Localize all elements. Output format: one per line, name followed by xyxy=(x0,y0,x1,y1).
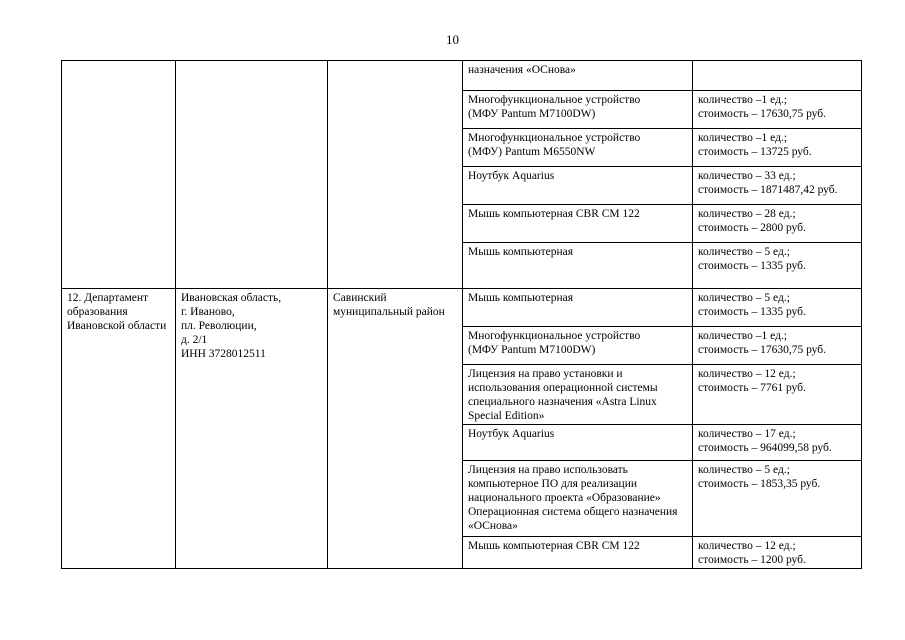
item-cell: Многофункциональное устройство (МФУ) Pantum M6550NW xyxy=(463,129,693,167)
detail-cell: количество – 33 ед.; стоимость – 1871487,42 руб. xyxy=(693,167,862,205)
item-cell: Мышь компьютерная xyxy=(463,243,693,289)
item-cell: Ноутбук Aquarius xyxy=(463,425,693,461)
recipient-cell-empty xyxy=(62,61,176,289)
detail-cell: количество – 12 ед.; стоимость – 1200 руб. xyxy=(693,537,862,569)
item-cell: Ноутбук Aquarius xyxy=(463,167,693,205)
table-row xyxy=(62,61,862,91)
detail-cell: количество – 5 ед.; стоимость – 1335 руб. xyxy=(693,243,862,289)
item-cell: Мышь компьютерная CBR CM 122 xyxy=(463,537,693,569)
district-cell: Савинский муниципальный район xyxy=(328,289,463,569)
item-cell: Мышь компьютерная xyxy=(463,289,693,327)
detail-cell: количество –1 ед.; стоимость – 13725 руб. xyxy=(693,129,862,167)
recipient-cell: 12. Департамент образования Ивановской области xyxy=(62,289,176,569)
page-number: 10 xyxy=(446,32,459,47)
detail-cell: количество – 28 ед.; стоимость – 2800 руб. xyxy=(693,205,862,243)
item-cell: назначения «ОСнова» xyxy=(463,61,693,91)
detail-cell: количество –1 ед.; стоимость – 17630,75 руб. xyxy=(693,91,862,129)
address-cell: Ивановская область, г. Иваново, пл. Революции, д. 2/1 ИНН 3728012511 xyxy=(176,289,328,569)
detail-cell: количество – 5 ед.; стоимость – 1335 руб. xyxy=(693,289,862,327)
item-cell: Лицензия на право установки и использования операционной системы специального назначения «Astra Linux Special Edition» xyxy=(463,365,693,425)
detail-cell: количество – 12 ед.; стоимость – 7761 руб. xyxy=(693,365,862,425)
item-cell: Мышь компьютерная CBR CM 122 xyxy=(463,205,693,243)
detail-cell: количество –1 ед.; стоимость – 17630,75 руб. xyxy=(693,327,862,365)
district-cell-empty xyxy=(328,61,463,289)
table-row xyxy=(62,289,862,327)
item-cell: Многофункциональное устройство (МФУ Pantum M7100DW) xyxy=(463,327,693,365)
detail-cell: количество – 17 ед.; стоимость – 964099,58 руб. xyxy=(693,425,862,461)
item-cell: Многофункциональное устройство (МФУ Pantum M7100DW) xyxy=(463,91,693,129)
equipment-table xyxy=(61,60,862,569)
detail-cell xyxy=(693,61,862,91)
detail-cell: количество – 5 ед.; стоимость – 1853,35 руб. xyxy=(693,461,862,537)
address-cell-empty xyxy=(176,61,328,289)
item-cell: Лицензия на право использовать компьютерное ПО для реализации национального проекта «Образование» Операционная система общего назначения «ОСнова» xyxy=(463,461,693,537)
